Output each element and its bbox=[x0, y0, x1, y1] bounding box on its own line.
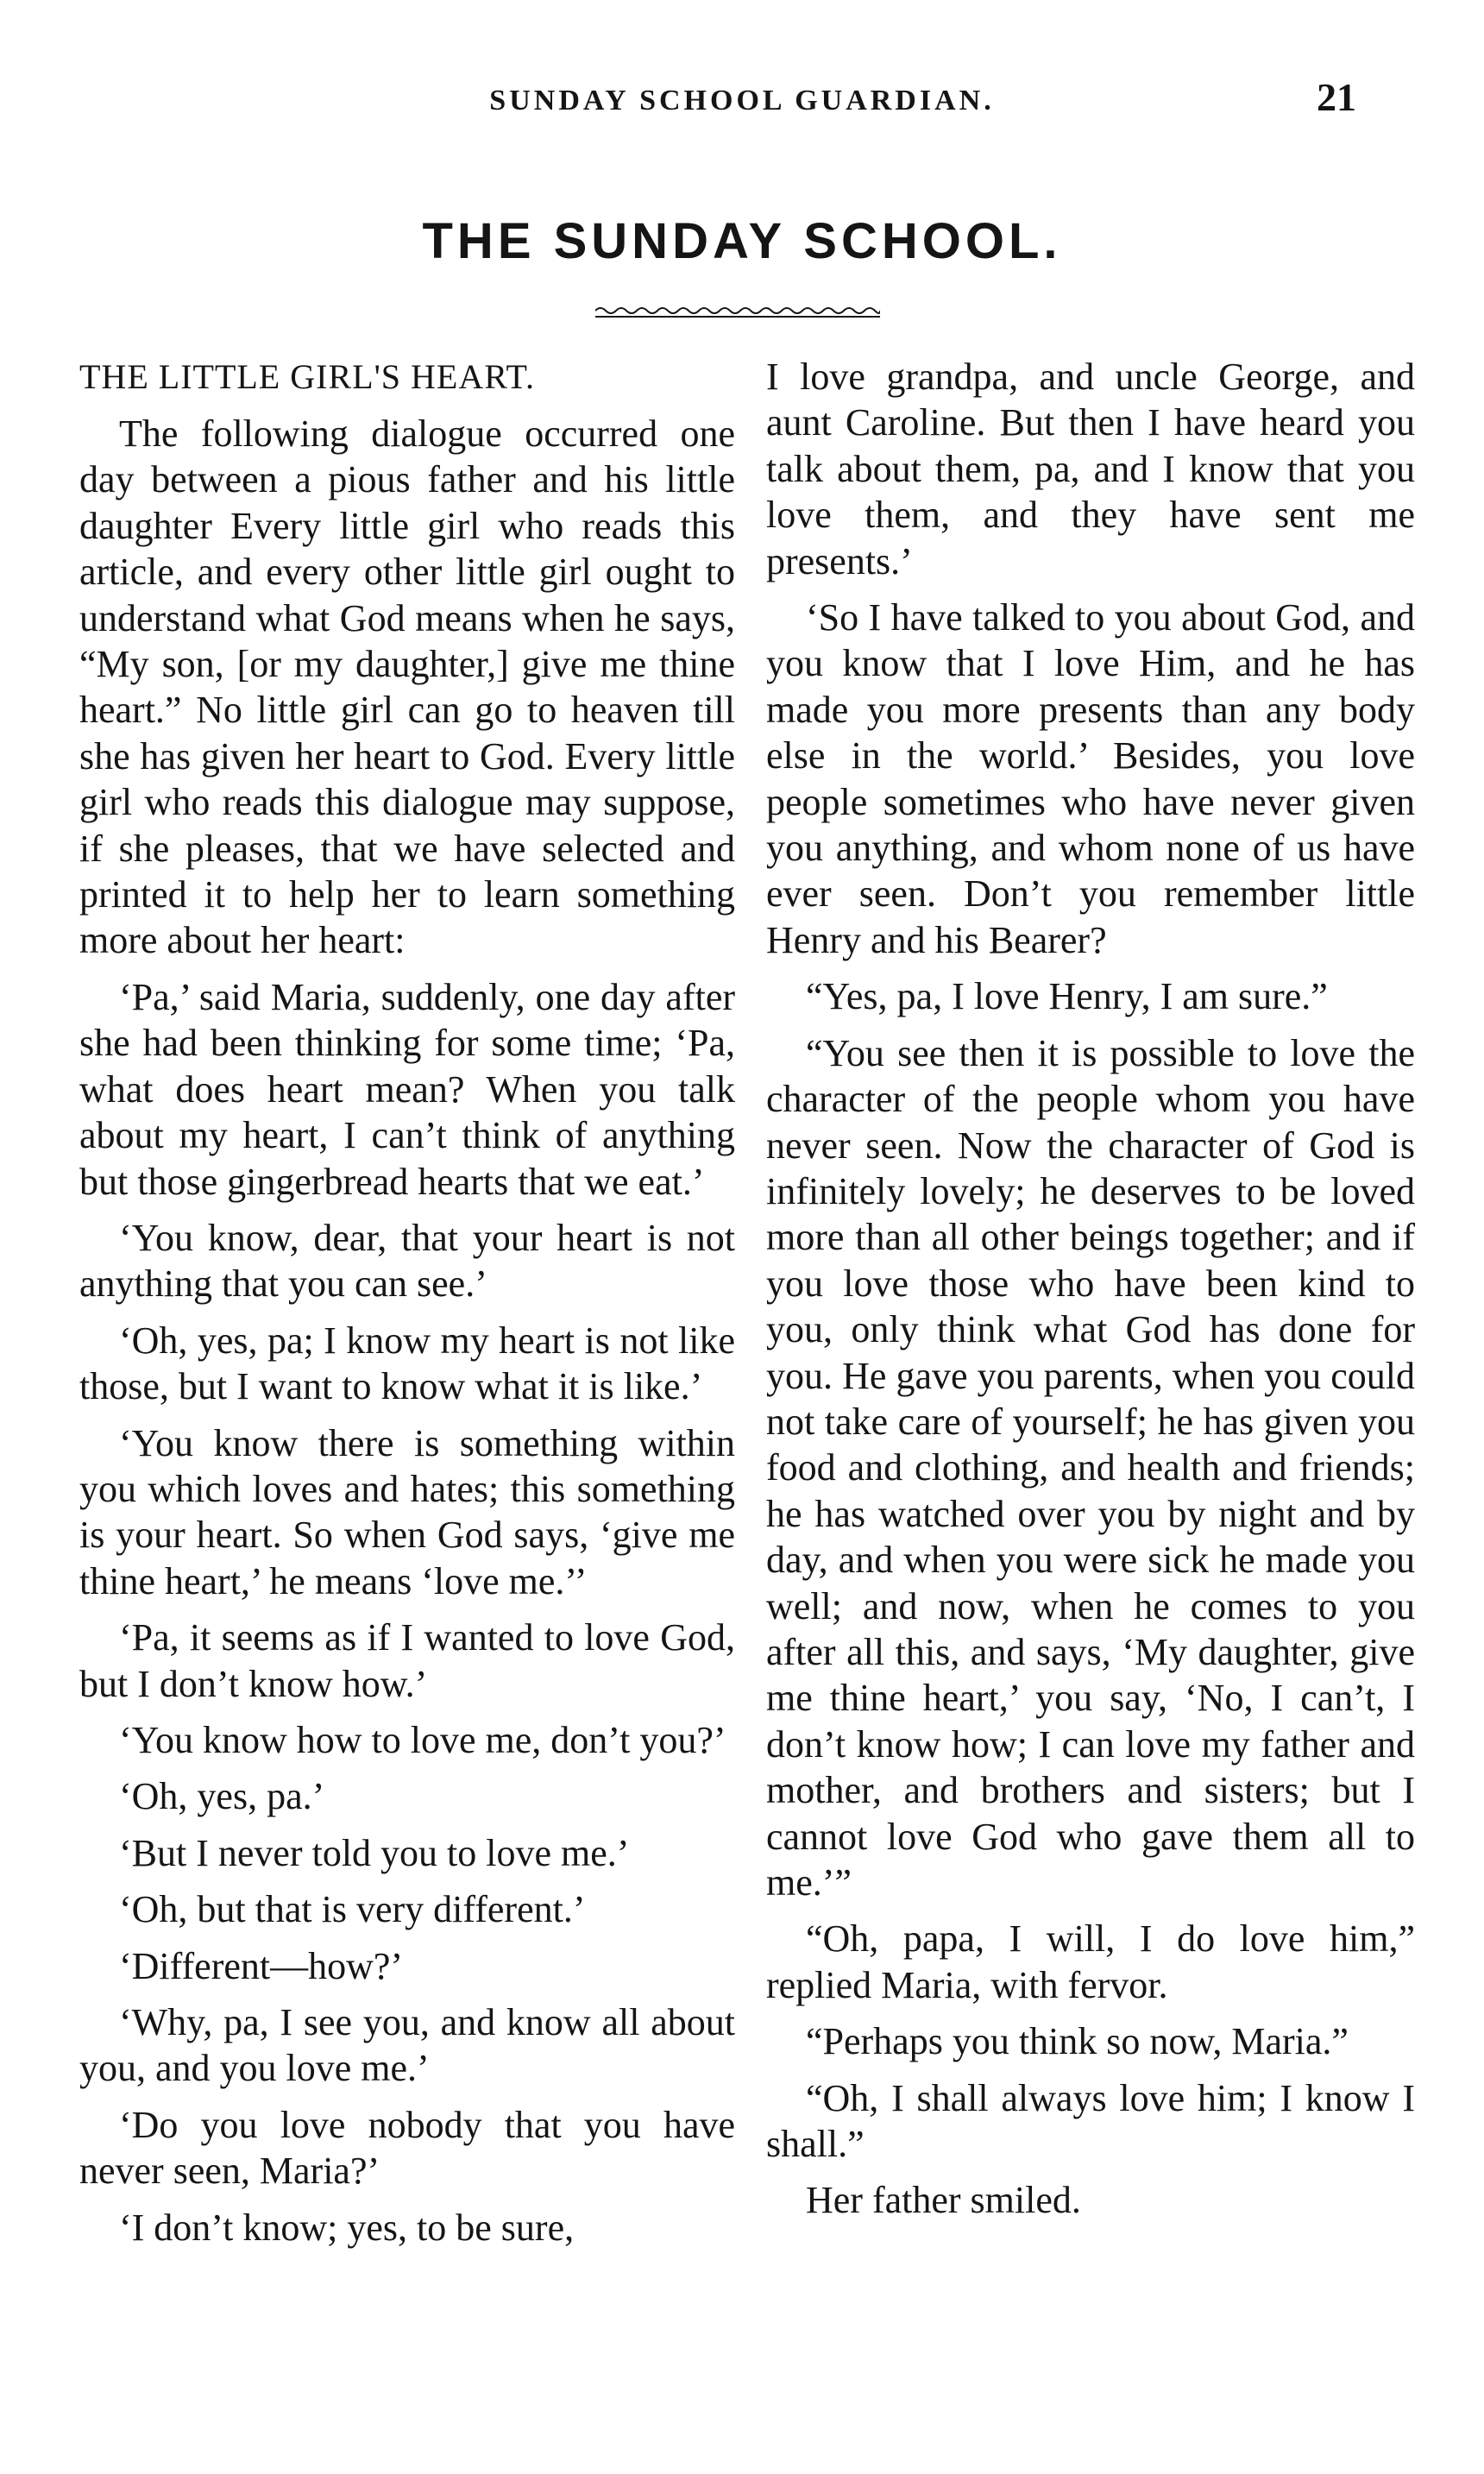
page-number: 21 bbox=[1317, 75, 1356, 119]
left-column bbox=[79, 354, 735, 2261]
paragraph: ‘Do you love nobody that you have never seen, Maria?’ bbox=[79, 2103, 735, 2193]
paragraph: ‘Pa, it seems as if I wanted to love God, but I don’t know how.’ bbox=[79, 1616, 735, 1705]
paragraph: ‘So I have talked to you about God, and you know that I love Him, and he has made you more presents than any body else in the world.’ Besides, you love people sometimes who have never given you anything, and whom none of us have ever seen. Don’t you remember little Henry and his Bearer? bbox=[766, 596, 1415, 961]
paragraph: ‘I don’t know; yes, to be sure, bbox=[119, 2206, 575, 2249]
paragraph: “Yes, pa, I love Henry, I am sure.” bbox=[806, 975, 1328, 1018]
section-title: THE SUNDAY SCHOOL. bbox=[422, 213, 1062, 269]
paragraph: “Perhaps you think so now, Maria.” bbox=[806, 2020, 1349, 2063]
paragraph: “Oh, papa, I will, I do love him,” replied Maria, with fervor. bbox=[766, 1917, 1415, 2006]
paragraph: ‘Oh, yes, pa.’ bbox=[119, 1775, 325, 1818]
paragraph: The following dialogue occurred one day between a pious father and his little daughter Every little girl who reads this article, and every other little girl ought to understand what God means when he says, “My son, [or my daughter,] give me thine heart.” No little girl can go to heaven till she has given her heart to God. Every little girl who reads this dialogue may suppose, if she pleases, that we have selected and printed it to help her to learn something more about her heart: bbox=[79, 412, 735, 962]
running-title: SUNDAY SCHOOL GUARDIAN. bbox=[489, 85, 995, 116]
paragraph: ‘You know how to love me, don’t you?’ bbox=[119, 1718, 726, 1761]
paragraph: ‘Oh, yes, pa; I know my heart is not like those, but I want to know what it is like.’ bbox=[79, 1319, 735, 1408]
paragraph: ‘You know there is something within you which loves and hates; this something is your heart. So when God says, ‘give me thine heart,’ he means ‘love me.’’ bbox=[79, 1421, 735, 1602]
paragraph: ‘Different—how?’ bbox=[119, 1944, 404, 1987]
paragraph: ‘But I never told you to love me.’ bbox=[119, 1831, 630, 1874]
paragraph: “You see then it is possible to love the character of the people whom you have never seen. Now the character of God is infinitely lovely; he deserves to be loved more than all other beings together; and if you love those who have been kind to you, only think what God has done for you. He gave you parents, when you could not take care of yourself; he has given you food and clothing, and health and friends; he has watched over you by night and by day, and when you were sick he made you well; and now, when he comes to you after all this, and says, ‘My daughter, give me thine heart,’ you say, ‘No, I can’t, I don’t know how; I can love my father and mother, and brothers and sisters; but I cannot love God who gave them all to me.’” bbox=[766, 1031, 1415, 1904]
paragraph: Her father smiled. bbox=[806, 2179, 1081, 2222]
article-title: THE LITTLE GIRL'S HEART. bbox=[79, 357, 535, 396]
paragraph: ‘Oh, but that is very different.’ bbox=[119, 1888, 586, 1931]
paragraph: ‘Pa,’ said Maria, suddenly, one day after she had been thinking for some time; ‘Pa, what does heart mean? When you talk about my heart, I can’t think of anything but those gingerbread hearts that we eat.’ bbox=[79, 975, 735, 1203]
running-head bbox=[78, 75, 1406, 123]
right-column bbox=[766, 354, 1415, 2234]
paragraph: “Oh, I shall always love him; I know I shall.” bbox=[766, 2076, 1415, 2166]
paragraph: I love grandpa, and uncle George, and aunt Caroline. But then I have heard you talk about them, pa, and I know that you love them, and they have sent me presents.’ bbox=[766, 356, 1415, 582]
paragraph: ‘You know, dear, that your heart is not anything that you can see.’ bbox=[79, 1216, 735, 1306]
wavy-rule-ornament bbox=[595, 304, 880, 321]
paragraph: ‘Why, pa, I see you, and know all about you, and you love me.’ bbox=[79, 2001, 735, 2090]
